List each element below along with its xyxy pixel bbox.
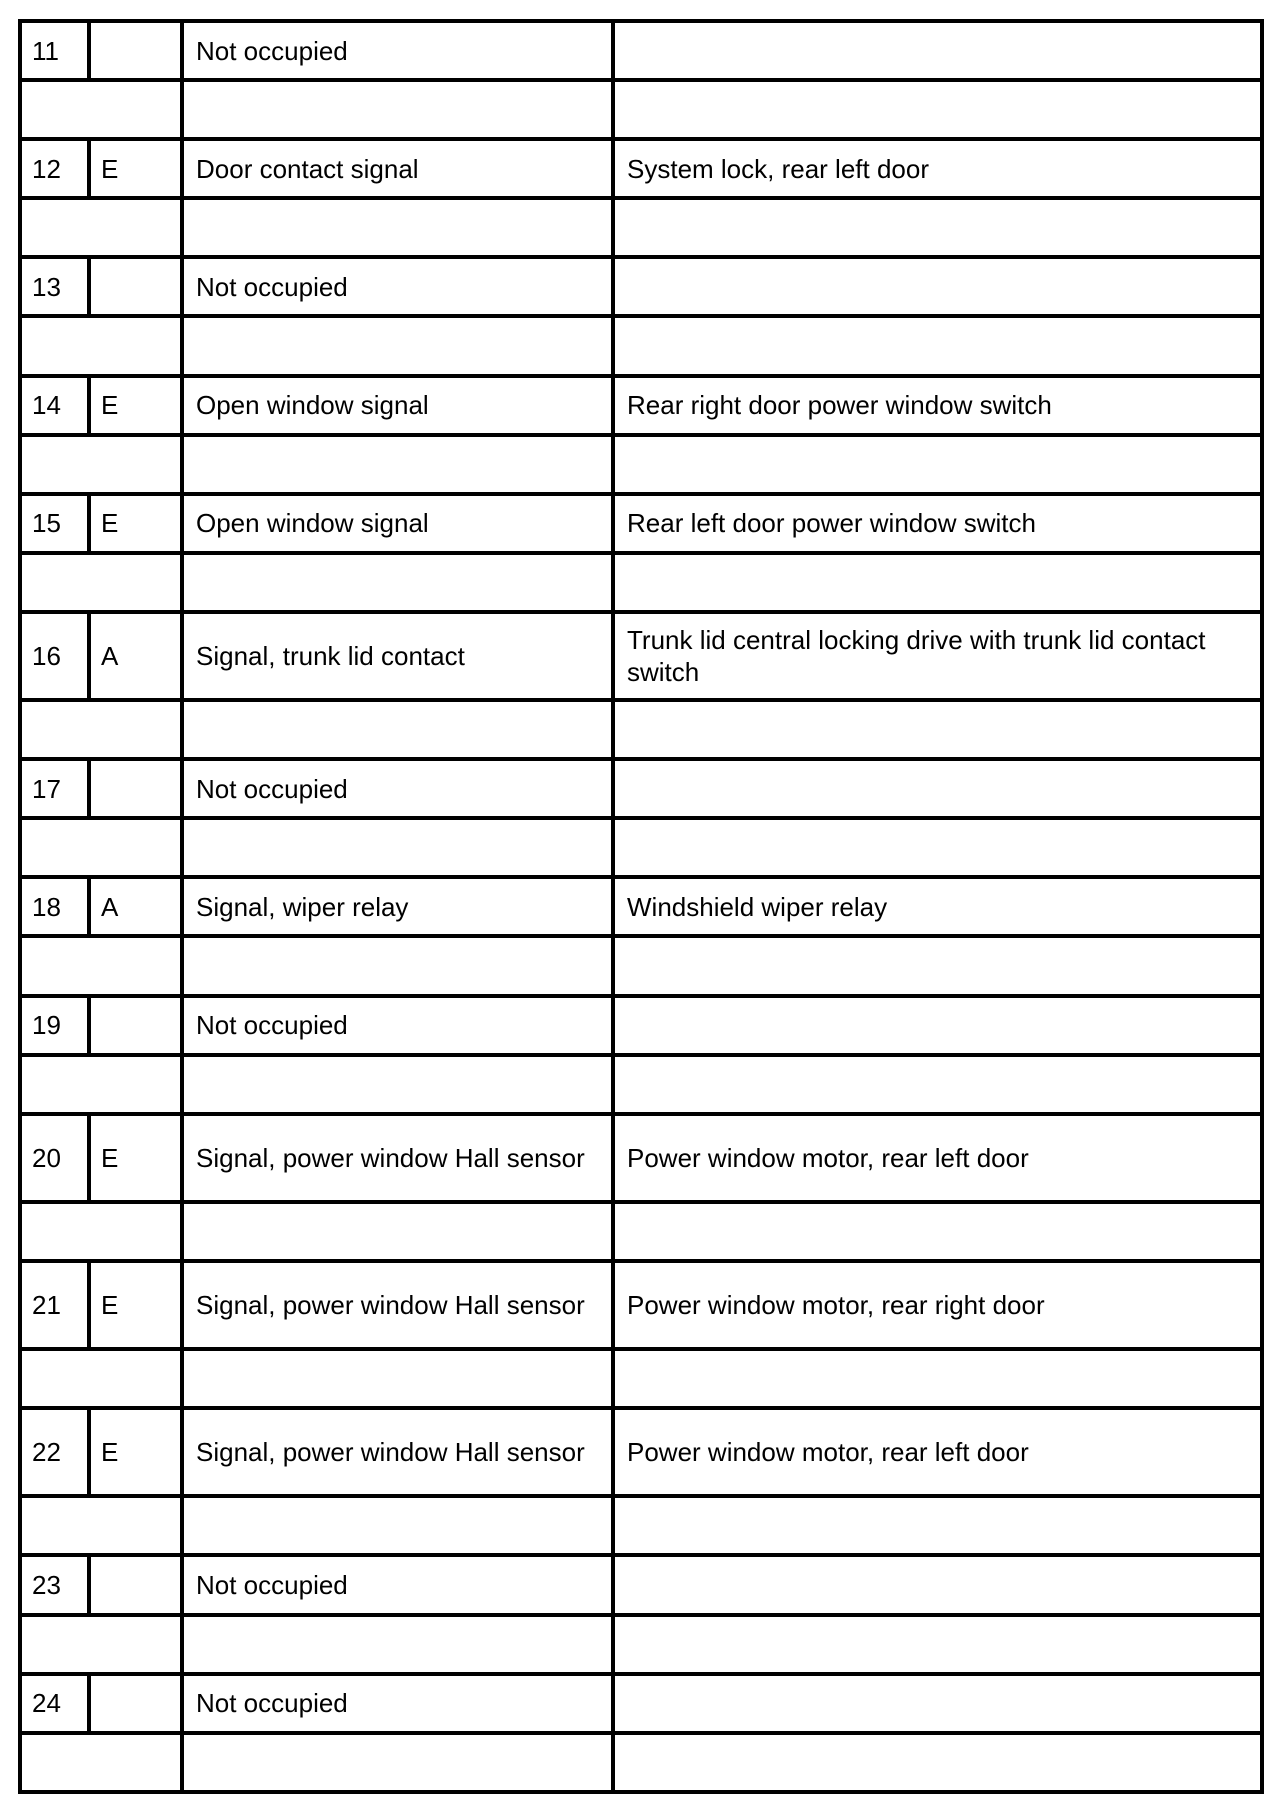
pin-number-cell: 19 — [20, 996, 89, 1055]
component-cell — [613, 1674, 1262, 1733]
pin-number-cell: 18 — [20, 877, 89, 936]
signal-type-cell: E — [89, 139, 182, 198]
spacer-pin-type-cell — [20, 198, 182, 257]
component-cell: Windshield wiper relay — [613, 877, 1262, 936]
component-cell — [613, 257, 1262, 316]
spacer-component-cell — [613, 700, 1262, 759]
signal-type-cell: A — [89, 877, 182, 936]
signal-function-cell: Not occupied — [182, 996, 613, 1055]
spacer-component-cell — [613, 1733, 1262, 1792]
component-cell: Power window motor, rear left door — [613, 1114, 1262, 1202]
pin-number-cell: 20 — [20, 1114, 89, 1202]
signal-function-cell: Signal, power window Hall sensor — [182, 1114, 613, 1202]
signal-type-cell: E — [89, 494, 182, 553]
spacer-function-cell — [182, 198, 613, 257]
signal-function-cell: Signal, trunk lid contact — [182, 612, 613, 700]
pin-assignment-table — [18, 19, 1264, 1794]
spacer-component-cell — [613, 553, 1262, 612]
spacer-component-cell — [613, 1496, 1262, 1555]
pin-row — [20, 1114, 1262, 1202]
component-cell — [613, 996, 1262, 1055]
component-cell: Power window motor, rear left door — [613, 1408, 1262, 1496]
pin-number-cell: 24 — [20, 1674, 89, 1733]
spacer-row — [20, 818, 1262, 877]
pin-row — [20, 1555, 1262, 1614]
spacer-row — [20, 1733, 1262, 1792]
spacer-pin-type-cell — [20, 818, 182, 877]
signal-function-cell: Signal, power window Hall sensor — [182, 1261, 613, 1349]
pin-row — [20, 376, 1262, 435]
pin-number-cell: 16 — [20, 612, 89, 700]
pin-row — [20, 877, 1262, 936]
component-cell: Rear left door power window switch — [613, 494, 1262, 553]
spacer-row — [20, 1055, 1262, 1114]
spacer-row — [20, 553, 1262, 612]
pin-number-cell: 12 — [20, 139, 89, 198]
spacer-function-cell — [182, 316, 613, 375]
signal-function-cell: Signal, wiper relay — [182, 877, 613, 936]
signal-type-cell: E — [89, 1261, 182, 1349]
spacer-component-cell — [613, 435, 1262, 494]
pin-number-cell: 15 — [20, 494, 89, 553]
spacer-component-cell — [613, 818, 1262, 877]
pin-row — [20, 996, 1262, 1055]
pin-number-cell: 17 — [20, 759, 89, 818]
spacer-function-cell — [182, 936, 613, 995]
spacer-function-cell — [182, 1615, 613, 1674]
spacer-function-cell — [182, 80, 613, 139]
signal-function-cell: Not occupied — [182, 1674, 613, 1733]
signal-function-cell: Not occupied — [182, 759, 613, 818]
signal-function-cell: Door contact signal — [182, 139, 613, 198]
spacer-pin-type-cell — [20, 1615, 182, 1674]
pin-row — [20, 21, 1262, 80]
pin-table-body — [20, 21, 1262, 1792]
spacer-pin-type-cell — [20, 435, 182, 494]
pin-row — [20, 139, 1262, 198]
spacer-pin-type-cell — [20, 1202, 182, 1261]
spacer-row — [20, 1496, 1262, 1555]
spacer-row — [20, 700, 1262, 759]
signal-type-cell: E — [89, 1114, 182, 1202]
spacer-function-cell — [182, 700, 613, 759]
spacer-pin-type-cell — [20, 1496, 182, 1555]
signal-type-cell — [89, 257, 182, 316]
spacer-component-cell — [613, 198, 1262, 257]
pin-row — [20, 494, 1262, 553]
spacer-pin-type-cell — [20, 316, 182, 375]
signal-function-cell: Open window signal — [182, 376, 613, 435]
pin-number-cell: 22 — [20, 1408, 89, 1496]
pin-number-cell: 14 — [20, 376, 89, 435]
spacer-component-cell — [613, 1055, 1262, 1114]
spacer-function-cell — [182, 818, 613, 877]
spacer-function-cell — [182, 1349, 613, 1408]
signal-type-cell — [89, 759, 182, 818]
spacer-function-cell — [182, 1733, 613, 1792]
spacer-pin-type-cell — [20, 1055, 182, 1114]
spacer-function-cell — [182, 435, 613, 494]
signal-type-cell: A — [89, 612, 182, 700]
pin-row — [20, 1261, 1262, 1349]
spacer-function-cell — [182, 553, 613, 612]
pin-number-cell: 21 — [20, 1261, 89, 1349]
spacer-row — [20, 316, 1262, 375]
component-cell: System lock, rear left door — [613, 139, 1262, 198]
pin-row — [20, 1674, 1262, 1733]
spacer-function-cell — [182, 1055, 613, 1114]
pin-number-cell: 13 — [20, 257, 89, 316]
component-cell — [613, 1555, 1262, 1614]
spacer-component-cell — [613, 936, 1262, 995]
spacer-pin-type-cell — [20, 936, 182, 995]
pin-row — [20, 1408, 1262, 1496]
pin-row — [20, 612, 1262, 700]
signal-function-cell: Not occupied — [182, 1555, 613, 1614]
signal-function-cell: Not occupied — [182, 257, 613, 316]
signal-type-cell — [89, 1555, 182, 1614]
spacer-component-cell — [613, 1615, 1262, 1674]
spacer-row — [20, 1202, 1262, 1261]
signal-function-cell: Open window signal — [182, 494, 613, 553]
spacer-component-cell — [613, 316, 1262, 375]
signal-function-cell: Signal, power window Hall sensor — [182, 1408, 613, 1496]
pin-number-cell: 23 — [20, 1555, 89, 1614]
component-cell: Trunk lid central locking drive with trunk lid contact switch — [613, 612, 1262, 700]
pin-row — [20, 257, 1262, 316]
spacer-row — [20, 1615, 1262, 1674]
spacer-pin-type-cell — [20, 1733, 182, 1792]
spacer-pin-type-cell — [20, 80, 182, 139]
pin-row — [20, 759, 1262, 818]
spacer-component-cell — [613, 1202, 1262, 1261]
spacer-function-cell — [182, 1202, 613, 1261]
signal-function-cell: Not occupied — [182, 21, 613, 80]
spacer-pin-type-cell — [20, 553, 182, 612]
component-cell — [613, 21, 1262, 80]
spacer-function-cell — [182, 1496, 613, 1555]
signal-type-cell: E — [89, 1408, 182, 1496]
pin-number-cell: 11 — [20, 21, 89, 80]
spacer-row — [20, 1349, 1262, 1408]
spacer-row — [20, 435, 1262, 494]
spacer-row — [20, 936, 1262, 995]
component-cell — [613, 759, 1262, 818]
spacer-pin-type-cell — [20, 1349, 182, 1408]
signal-type-cell: E — [89, 376, 182, 435]
signal-type-cell — [89, 1674, 182, 1733]
component-cell: Power window motor, rear right door — [613, 1261, 1262, 1349]
spacer-component-cell — [613, 1349, 1262, 1408]
spacer-row — [20, 80, 1262, 139]
spacer-row — [20, 198, 1262, 257]
signal-type-cell — [89, 996, 182, 1055]
component-cell: Rear right door power window switch — [613, 376, 1262, 435]
spacer-pin-type-cell — [20, 700, 182, 759]
signal-type-cell — [89, 21, 182, 80]
spacer-component-cell — [613, 80, 1262, 139]
